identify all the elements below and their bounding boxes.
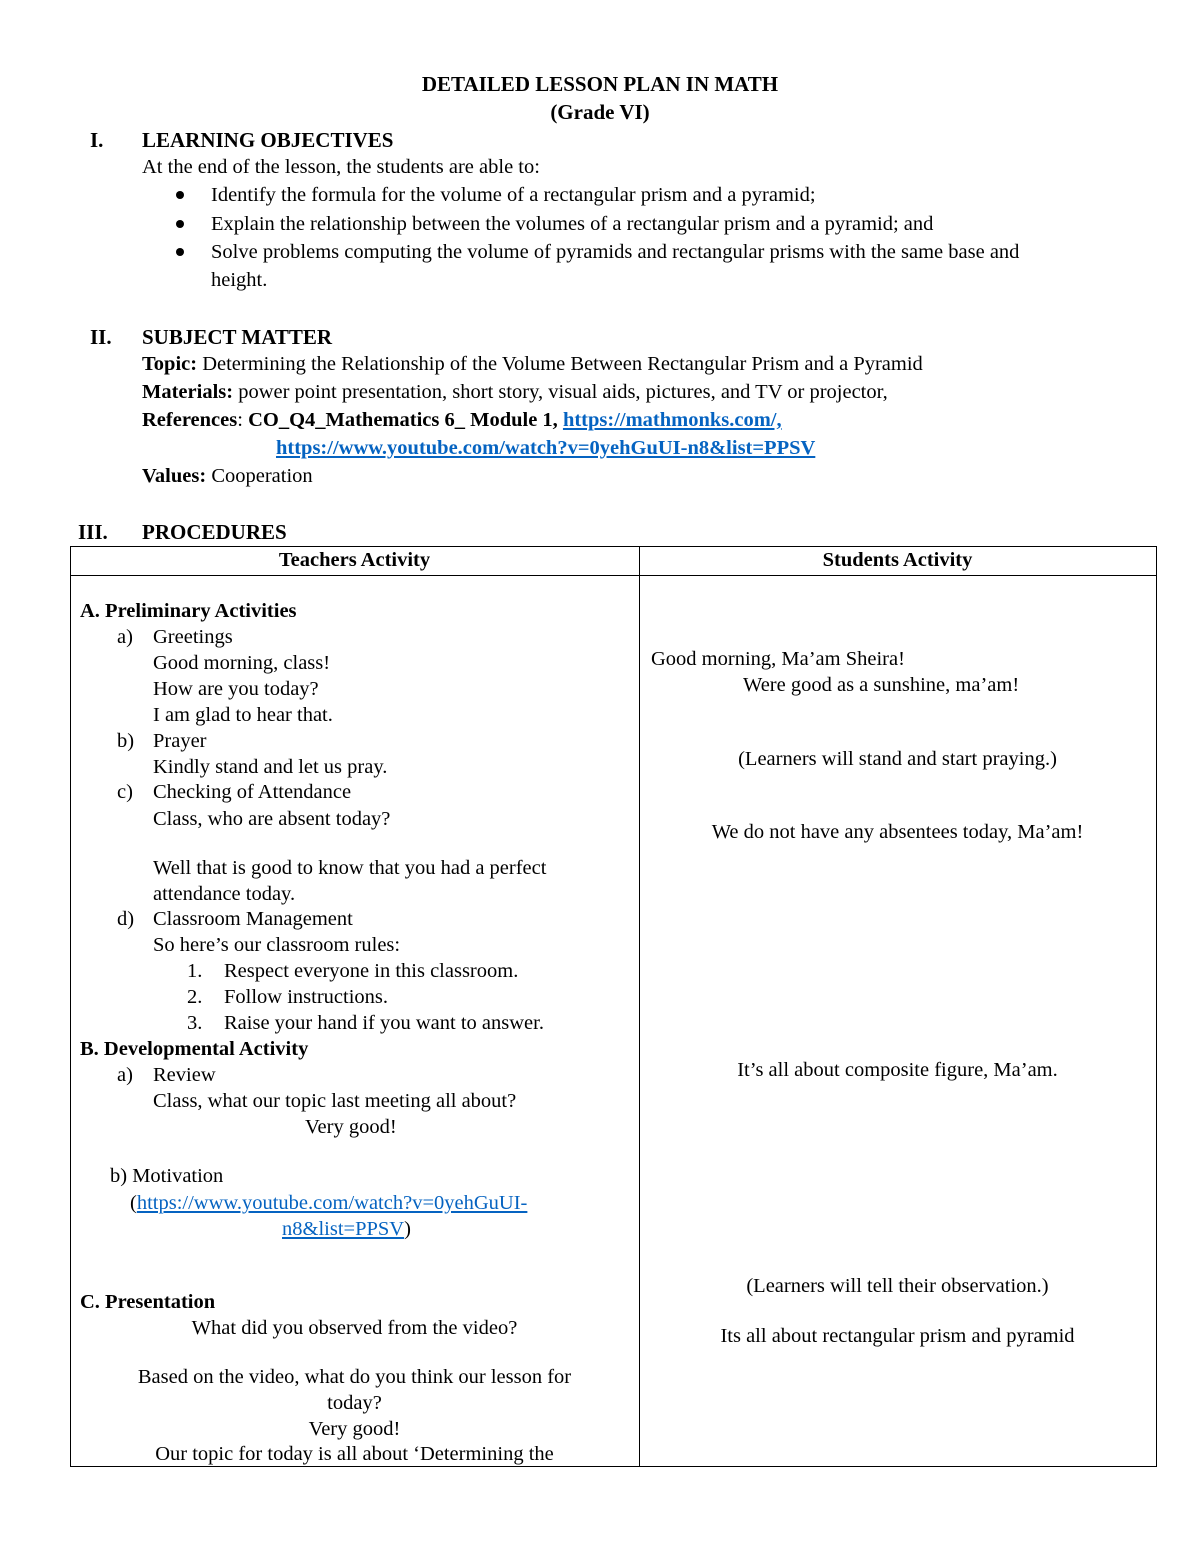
greetings-label: Greetings [153, 626, 233, 648]
materials-label: Materials: [142, 381, 234, 403]
student-line: (Learners will stand and start praying.) [738, 748, 1057, 770]
grade-label: (Grade VI) [550, 100, 650, 124]
table-bottom-border [70, 1466, 1156, 1467]
preliminary-heading: A. Preliminary Activities [80, 600, 297, 622]
references-line [142, 409, 782, 432]
teacher-line: I am glad to hear that. [153, 704, 333, 726]
reference-link-youtube[interactable]: https://www.youtube.com/watch?v=0yehGuUI-n8&list=PPSV [276, 437, 816, 459]
teacher-line: Well that is good to know that you had a perfect [153, 857, 547, 879]
reference-link-line [276, 437, 815, 460]
section-numeral-ii: II. [90, 325, 112, 349]
student-line: We do not have any absentees today, Ma’am! [711, 821, 1084, 843]
document-title: DETAILED LESSON PLAN IN MATH [421, 72, 779, 96]
teacher-line: attendance today. [153, 883, 296, 905]
objectives-intro: At the end of the lesson, the students are able to: [142, 156, 540, 178]
teacher-line: Class, who are absent today? [153, 808, 391, 830]
bullet-icon [176, 220, 184, 228]
paren-open: ( [130, 1192, 137, 1214]
objective-item: Solve problems computing the volume of pyramids and rectangular prisms with the same base and [211, 241, 1020, 263]
materials-line [142, 381, 888, 404]
rule-item: Follow instructions. [224, 986, 389, 1008]
teacher-line: Very good! [308, 1418, 401, 1440]
teacher-line: So here’s our classroom rules: [153, 934, 401, 956]
bullet-icon [176, 191, 184, 199]
values-line [142, 465, 313, 488]
student-line: Were good as a sunshine, ma’am! [743, 674, 1020, 696]
teacher-line: Good morning, class! [153, 652, 331, 674]
list-marker: c) [117, 781, 133, 803]
teacher-line: Our topic for today is all about ‘Determining the [155, 1443, 554, 1465]
teacher-line: Class, what our topic last meeting all about? [153, 1090, 517, 1112]
student-line: It’s all about composite figure, Ma’am. [737, 1059, 1058, 1081]
objective-item: Identify the formula for the volume of a rectangular prism and a pyramid; [211, 184, 816, 206]
rule-number: 3. [187, 1012, 203, 1034]
teacher-line: Kindly stand and let us pray. [153, 756, 388, 778]
reference-link-mathmonks[interactable]: https://mathmonks.com/, [562, 409, 782, 431]
teacher-line: today? [327, 1392, 382, 1414]
table-header-divider [70, 575, 1156, 576]
presentation-heading: C. Presentation [80, 1291, 216, 1313]
student-line: Good morning, Ma’am Sheira! [651, 648, 905, 670]
references-module: CO_Q4_Mathematics 6_ Module 1, [248, 409, 558, 431]
objectives-heading: LEARNING OBJECTIVES [142, 128, 394, 152]
references-sep: : [237, 409, 243, 431]
bullet-icon [176, 248, 184, 256]
section-numeral-i: I. [90, 128, 104, 152]
review-label: Review [153, 1064, 216, 1086]
list-marker: a) [117, 626, 133, 648]
section-numeral-iii: III. [78, 520, 108, 544]
topic-text: Determining the Relationship of the Volume Between Rectangular Prism and a Pyramid [202, 353, 923, 375]
objective-item: Explain the relationship between the volumes of a rectangular prism and a pyramid; and [211, 213, 934, 235]
motivation-label: b) Motivation [110, 1165, 224, 1187]
management-label: Classroom Management [153, 908, 353, 930]
topic-line [142, 353, 923, 376]
teacher-line: How are you today? [153, 678, 319, 700]
values-label: Values: [142, 465, 207, 487]
list-marker: a) [117, 1064, 133, 1086]
objective-item-continued: height. [211, 269, 268, 291]
list-marker: d) [117, 908, 135, 930]
student-line: (Learners will tell their observation.) [746, 1275, 1049, 1297]
rule-item: Respect everyone in this classroom. [224, 960, 519, 982]
rule-number: 2. [187, 986, 203, 1008]
motivation-video-link-continued[interactable]: n8&list=PPSV [282, 1218, 405, 1240]
references-label: References [142, 409, 238, 431]
developmental-heading: B. Developmental Activity [80, 1038, 309, 1060]
motivation-video-link[interactable]: https://www.youtube.com/watch?v=0yehGuUI- [136, 1192, 528, 1214]
topic-label: Topic: [142, 353, 198, 375]
rule-item: Raise your hand if you want to answer. [224, 1012, 544, 1034]
subject-heading: SUBJECT MATTER [142, 325, 333, 349]
teacher-line: Based on the video, what do you think our lesson for [137, 1366, 572, 1388]
teacher-line: What did you observed from the video? [191, 1317, 518, 1339]
student-column-header: Students Activity [822, 549, 973, 571]
procedures-heading: PROCEDURES [142, 520, 287, 544]
attendance-label: Checking of Attendance [153, 781, 352, 803]
materials-text: power point presentation, short story, visual aids, pictures, and TV or projector, [238, 381, 888, 403]
student-line: Its all about rectangular prism and pyramid [720, 1325, 1075, 1347]
list-marker: b) [117, 730, 135, 752]
paren-close: ) [404, 1218, 411, 1240]
motivation-link-line-continued [282, 1218, 411, 1241]
teacher-line: Very good! [305, 1116, 397, 1138]
rule-number: 1. [187, 960, 203, 982]
teacher-column-header: Teachers Activity [278, 549, 431, 571]
prayer-label: Prayer [153, 730, 207, 752]
values-text: Cooperation [211, 465, 313, 487]
motivation-link-line [130, 1192, 527, 1215]
